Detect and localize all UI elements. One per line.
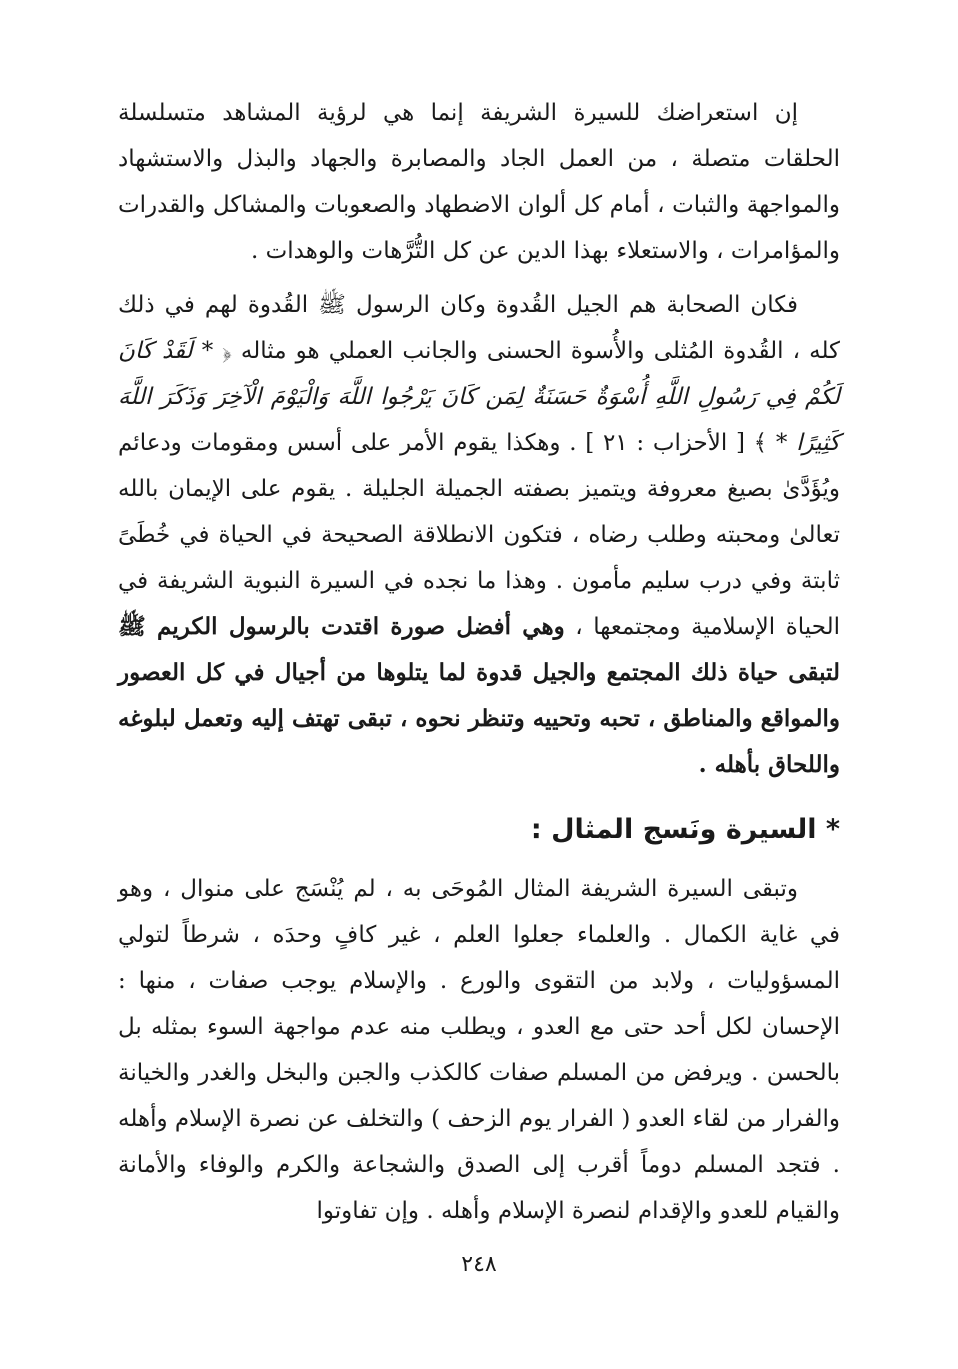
- paragraph-companions-bold: وهي أفضل صورة اقتدت بالرسول الكريم ﷺ لتبقى حياة ذلك المجتمع والجيل قدوة لما يتلوها من أجيال في كل العصور والمواقع والمناطق ، تحبه وتحييه وتنظر نحوه ، تبقى تهتف إليه وتعمل لبلوغه واللحاق بأهله .: [118, 613, 840, 778]
- paragraph-intro: [118, 90, 840, 274]
- page-number: ٢٤٨: [461, 1252, 497, 1277]
- paragraph-model: [118, 866, 840, 1234]
- paragraph-companions-middle: * ﴾ [ الأحزاب : ٢١ ] . وهكذا يقوم الأمر على أسس ومقومات ودعائم ويُؤَدَّىٰ بصيغ معروفة ويتميز بصفته الجميلة الجليلة . يقوم على الإيمان بالله تعالىٰ ومحبته وطلب رضاه ، فتكون الانطلاقة الصحيحة في الحياة في خُطَىً ثابتة وفي درب سليم مأمون . وهذا ما نجده في السيرة النبوية الشريفة في الحياة الإسلامية ومجتمعها ،: [118, 430, 840, 640]
- paragraph-companions: [118, 282, 840, 788]
- quran-verse: لَقَدْ كَانَ لَكُمْ فِي رَسُولِ اللَّهِ أُسْوَةٌ حَسَنَةٌ لِمَن كَانَ يَرْجُوا اللَّهَ وَالْيَوْمَ الْآخِرَ وَذَكَرَ اللَّهَ كَثِيرًا: [118, 338, 840, 456]
- paragraph-companions-start: فكان الصحابة هم الجيل القُدوة وكان الرسول ﷺ القُدوة لهم في ذلك كله ، القُدوة المُثلى والأُسوة الحسنى والجانب العملي هو مثاله ﴿ *: [118, 292, 841, 364]
- paragraph-companions-text: [118, 282, 840, 788]
- paragraph-model-text: وتبقى السيرة الشريفة المثال المُوحَى به ، لم يُنْسَج على منوال ، وهو في غاية الكمال . والعلماء جعلوا العلم ، غير كافٍ وحدَه ، شرطاً لتولي المسؤوليات ، ولابد من التقوى والورع . والإسلام يوجب صفات ، منها : الإحسان لكل أحد حتى مع العدو ، ويطلب منه عدم مواجهة السوء بمثله بل بالحسن . ويرفض من المسلم صفات كالكذب والجبن والبخل والغدر والخيانة والفرار من لقاء العدو ( الفرار يوم الزحف ) والتخلف عن نصرة الإسلام وأهله . فتجد المسلم دوماً أقرب إلى الصدق والشجاعة والكرم والوفاء والأمانة والقيام للعدو والإقدام لنصرة الإسلام وأهله . وإن تفاوتوا: [118, 876, 840, 1224]
- section-heading: * السيرة ونَسج المثال :: [530, 814, 840, 845]
- paragraph-intro-text: إن استعراضك للسيرة الشريفة إنما هي لرؤية المشاهد متسلسلة الحلقات متصلة ، من العمل الجاد والمصابرة والجهاد والبذل والاستشهاد والمواجهة والثبات ، أمام كل ألوان الاضطهاد والصعوبات والمشاكل والقدرات والمؤامرات ، والاستعلاء بهذا الدين عن كل التُّرَّهات والوهدات .: [118, 100, 840, 264]
